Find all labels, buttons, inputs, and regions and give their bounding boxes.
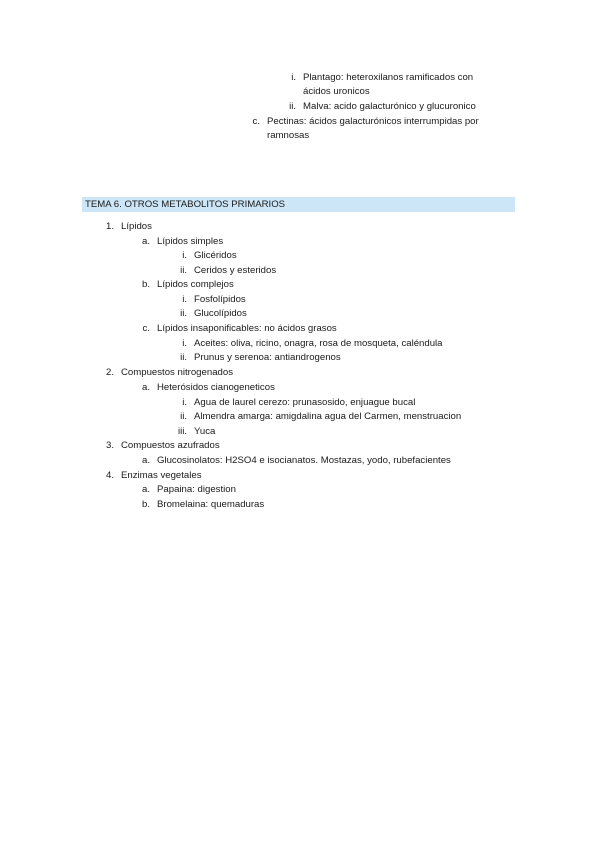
list-marker: 1. [105, 221, 114, 232]
list-marker: 4. [105, 470, 114, 481]
list-marker: a. [141, 236, 150, 247]
list-marker: b. [141, 499, 150, 510]
list-item: Plantago: heteroxilanos ramificados con [303, 72, 474, 83]
list-item: Glucosinolatos: H2SO4 e isocianatos. Mostazas, yodo, rubefacientes [157, 455, 451, 466]
list-item: Fosfolípidos [194, 294, 246, 305]
list-marker: c. [142, 323, 150, 334]
list-marker: 2. [105, 367, 114, 378]
list-item: Yuca [194, 426, 216, 437]
list-marker: b. [141, 279, 150, 290]
list-item: Lípidos [121, 221, 152, 232]
list-item: Heterósidos cianogeneticos [157, 382, 275, 393]
list-marker: ii. [289, 101, 296, 112]
list-marker: ii. [180, 308, 187, 319]
list-item: Ceridos y esteridos [194, 265, 277, 276]
list-marker: i. [182, 250, 187, 261]
list-marker: i. [182, 397, 187, 408]
list-item: Enzimas vegetales [121, 470, 202, 481]
list-item: Prunus y serenoa: antiandrogenos [194, 352, 341, 363]
list-item: Papaina: digestion [157, 484, 236, 495]
list-marker: i. [291, 72, 296, 83]
list-item: ramnosas [267, 130, 310, 141]
list-item: Pectinas: ácidos galacturónicos interrumpidas por [267, 116, 479, 127]
list-marker: a. [141, 455, 150, 466]
list-item: Glicéridos [194, 250, 237, 261]
list-item: Lípidos complejos [157, 279, 234, 290]
list-item: Compuestos azufrados [121, 440, 220, 451]
list-item: Aceites: oliva, ricino, onagra, rosa de mosqueta, caléndula [194, 338, 443, 349]
list-marker: ii. [180, 411, 187, 422]
list-marker: iii. [177, 426, 187, 437]
list-marker: a. [141, 382, 150, 393]
list-item: Agua de laurel cerezo: prunasosido, enjuague bucal [194, 397, 416, 408]
list-item: Lípidos simples [157, 236, 224, 247]
section-heading: TEMA 6. OTROS METABOLITOS PRIMARIOS [85, 199, 286, 210]
list-item: Lípidos insaponificables: no ácidos grasos [157, 323, 337, 334]
list-item: Malva: acido galacturónico y glucuronico [303, 101, 476, 112]
list-item: Glucolípidos [194, 308, 247, 319]
list-item: Compuestos nitrogenados [121, 367, 233, 378]
list-marker: 3. [105, 440, 114, 451]
list-marker: c. [252, 116, 260, 127]
list-marker: a. [141, 484, 150, 495]
list-marker: i. [182, 294, 187, 305]
list-marker: ii. [180, 265, 187, 276]
list-marker: ii. [180, 352, 187, 363]
list-item: Bromelaina: quemaduras [157, 499, 265, 510]
list-item: Almendra amarga: amigdalina agua del Carmen, menstruacion [194, 411, 462, 422]
list-marker: i. [182, 338, 187, 349]
list-item: ácidos uronicos [303, 86, 370, 97]
